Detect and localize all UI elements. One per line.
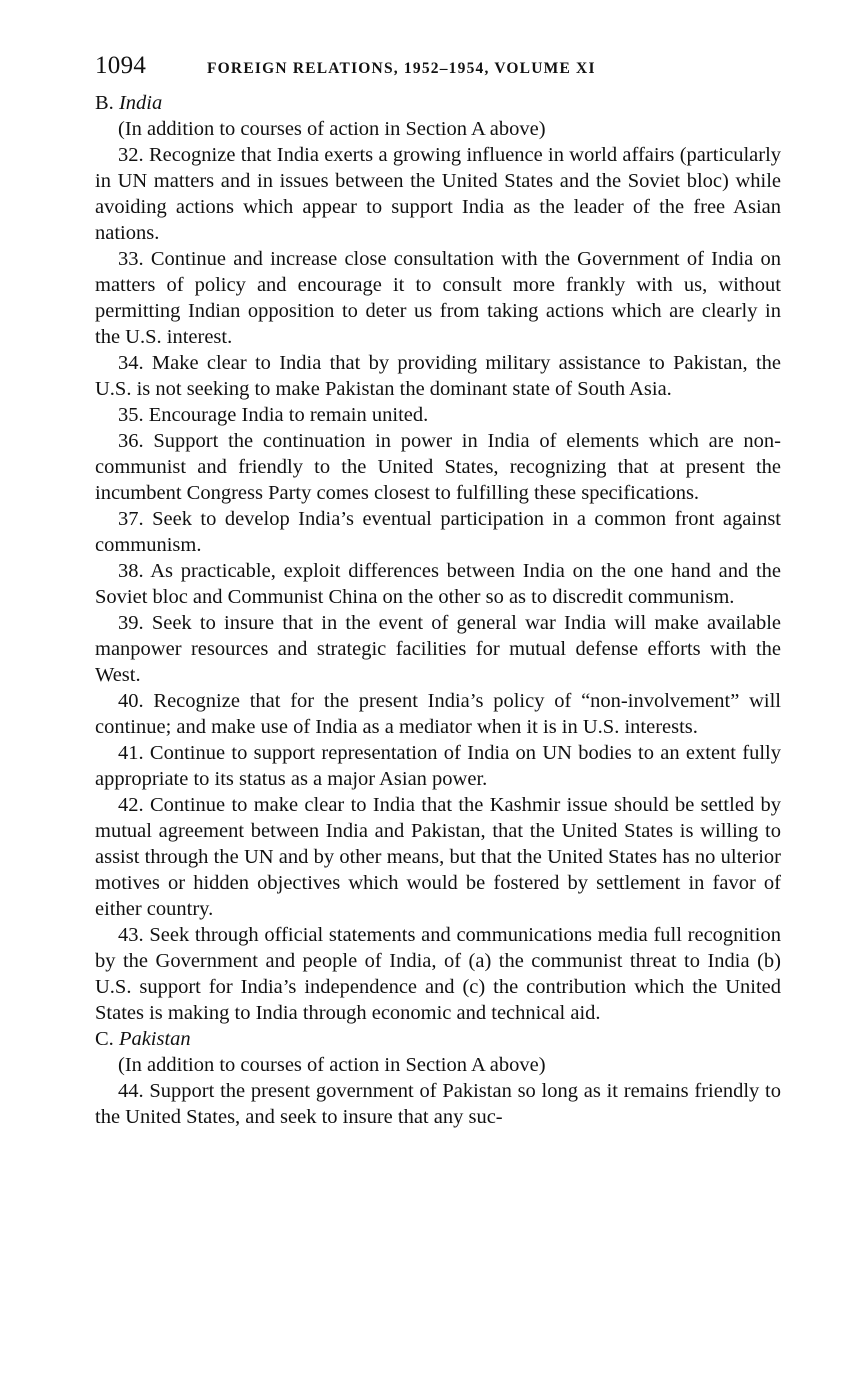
- paragraph-number: 34.: [118, 352, 144, 374]
- numbered-paragraph: [95, 558, 781, 610]
- paragraph-number: 38.: [118, 560, 144, 582]
- numbered-paragraph: [95, 428, 781, 506]
- section-title: Pakistan: [118, 1028, 191, 1050]
- numbered-paragraph: [95, 922, 781, 1026]
- paragraph-number: 33.: [118, 248, 144, 270]
- numbered-paragraph: [95, 142, 781, 246]
- numbered-paragraph: [95, 246, 781, 350]
- paragraph-list: [95, 142, 781, 1026]
- paragraph-text: Seek to insure that in the event of general war India will make available manpower resources and strategic facilities for mutual defense efforts with the West.: [95, 612, 781, 686]
- paragraph-number: 41.: [118, 742, 144, 764]
- paragraph-text: Support the present government of Pakistan so long as it remains friendly to the United States, and seek to insure that any suc-: [95, 1080, 782, 1128]
- section-heading: [95, 90, 781, 116]
- paragraph-text: As practicable, exploit differences between India on the one hand and the Soviet bloc and Communist China on the other so as to discredit communism.: [95, 560, 781, 608]
- paragraph-number: 35.: [118, 404, 144, 426]
- numbered-paragraph: [95, 402, 781, 428]
- paragraph-text: Seek to develop India’s eventual participation in a common front against communism.: [95, 508, 781, 556]
- paragraph-text: Seek through official statements and communications media full recognition by the Government and people of India, of (a) the communist threat to India (b) U.S. support for India’s independence and (c) the contribution which the United States is making to India through economic and technical aid.: [95, 924, 782, 1024]
- page-number: 1094: [95, 52, 147, 79]
- section-letter: B.: [95, 92, 114, 114]
- numbered-paragraph: [95, 688, 781, 740]
- page-header: [95, 52, 781, 86]
- section-letter: C.: [95, 1028, 114, 1050]
- paragraph-number: 32.: [118, 144, 144, 166]
- paragraph-number: 42.: [118, 794, 144, 816]
- numbered-paragraph: [95, 506, 781, 558]
- paragraph-number: 39.: [118, 612, 144, 634]
- paragraph-text: Recognize that for the present India’s policy of “non-involvement” will continue; and make use of India as a mediator when it is in U.S. interests.: [95, 690, 781, 738]
- numbered-paragraph: [95, 1078, 781, 1130]
- running-head: FOREIGN RELATIONS, 1952–1954, VOLUME XI: [207, 60, 596, 77]
- paragraph-text: Continue and increase close consultation with the Government of India on matters of policy and encourage it to consult more frankly with us, without permitting Indian opposition to deter us from taking actions which are clearly in the U.S. interest.: [95, 248, 781, 348]
- numbered-paragraph: [95, 610, 781, 688]
- document-page: [95, 52, 781, 1130]
- numbered-paragraph: [95, 350, 781, 402]
- paragraph-number: 37.: [118, 508, 144, 530]
- section-pakistan: [95, 1026, 781, 1130]
- numbered-paragraph: [95, 792, 781, 922]
- section-title: India: [118, 92, 163, 114]
- paragraph-text: Continue to make clear to India that the Kashmir issue should be settled by mutual agreement between India and Pakistan, that the United States is willing to assist through the UN and by other means, but that the United States has no ulterior motives or hidden objectives which would be fostered by settlement in favor of either country.: [95, 794, 781, 920]
- section-intro: (In addition to courses of action in Section A above): [118, 1054, 546, 1076]
- paragraph-text: Support the continuation in power in India of elements which are non-communist and friendly to the United States, recognizing that at present the incumbent Congress Party comes closest to fulfilling these specifications.: [95, 430, 782, 504]
- paragraph-list: [95, 1078, 781, 1130]
- section-heading: [95, 1026, 781, 1052]
- paragraph-number: 43.: [118, 924, 144, 946]
- paragraph-number: 40.: [118, 690, 144, 712]
- paragraph-text: Encourage India to remain united.: [148, 404, 429, 426]
- section-india: [95, 90, 781, 1026]
- paragraph-text: Make clear to India that by providing military assistance to Pakistan, the U.S. is not seeking to make Pakistan the dominant state of South Asia.: [95, 352, 782, 400]
- paragraph-text: Continue to support representation of India on UN bodies to an extent fully appropriate to its status as a major Asian power.: [95, 742, 782, 790]
- numbered-paragraph: [95, 740, 781, 792]
- section-intro: (In addition to courses of action in Section A above): [118, 118, 546, 140]
- paragraph-text: Recognize that India exerts a growing influence in world affairs (particularly in UN matters and in issues between the United States and the Soviet bloc) while avoiding actions which appear to support India as the leader of the free Asian nations.: [95, 144, 782, 244]
- paragraph-number: 36.: [118, 430, 144, 452]
- paragraph-number: 44.: [118, 1080, 144, 1102]
